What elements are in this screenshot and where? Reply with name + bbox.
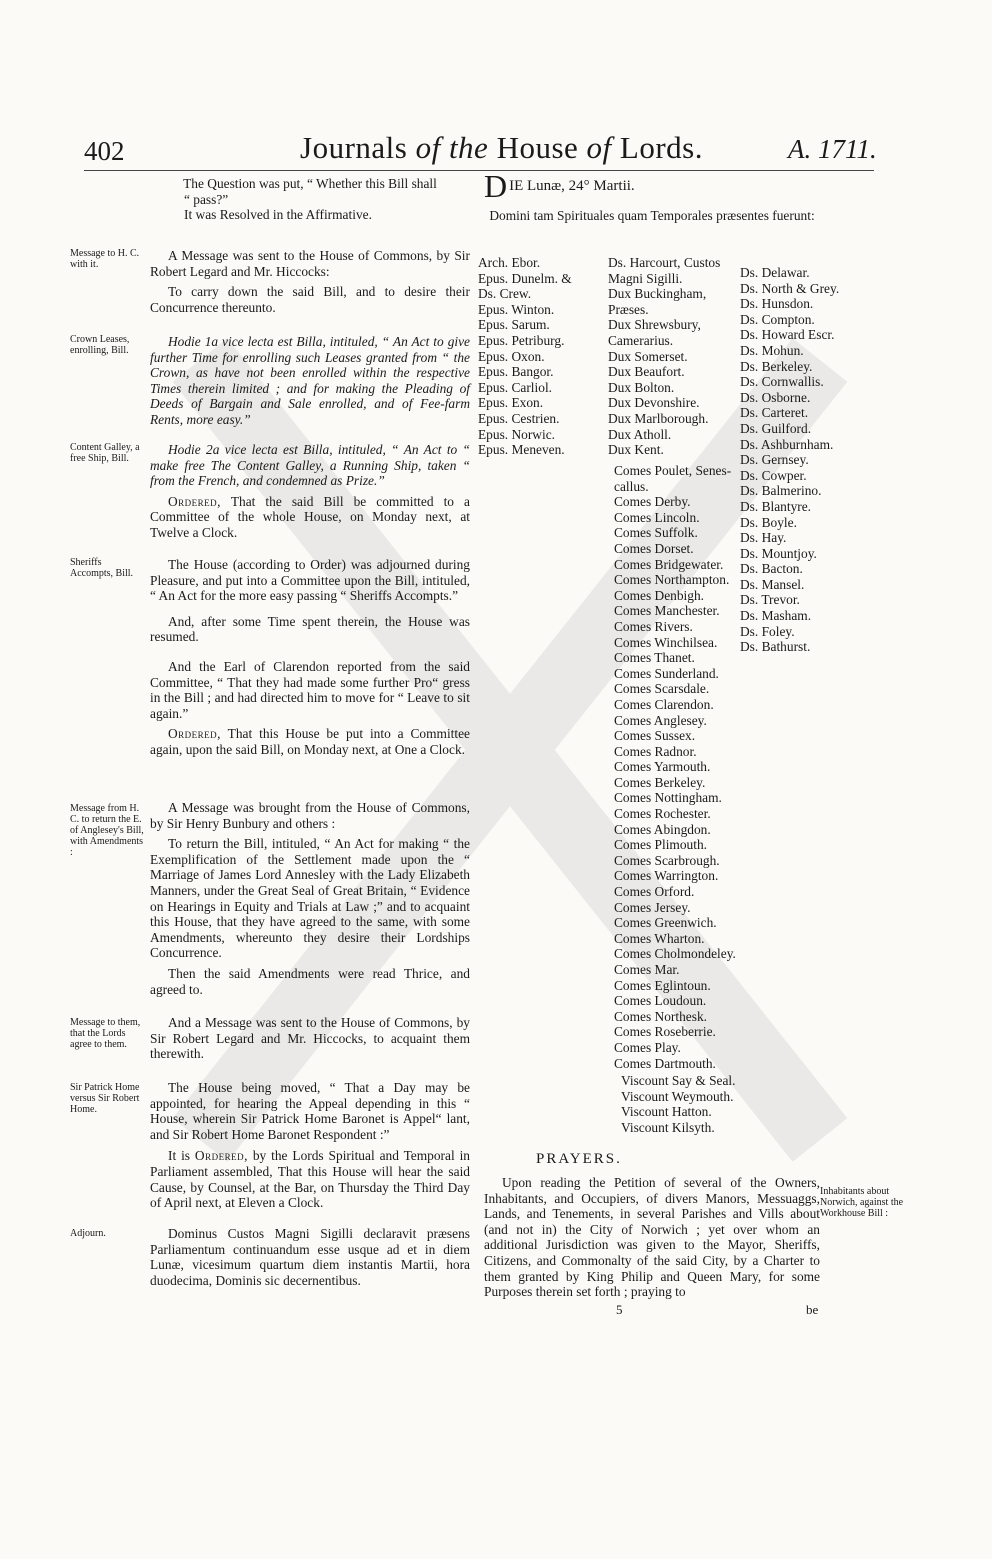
page-header bbox=[0, 130, 992, 170]
peer-name: Ds. Osborne. bbox=[740, 389, 811, 405]
peer-name: Ds. Carteret. bbox=[740, 405, 809, 421]
peer-name: Comes Clarendon. bbox=[614, 696, 714, 712]
peer-name: Comes Radnor. bbox=[614, 743, 697, 759]
peer-name: Ds. Blantyre. bbox=[740, 498, 812, 514]
peer-name: Dux Bolton. bbox=[608, 379, 675, 395]
peer-name: Ds. Masham. bbox=[740, 608, 812, 624]
peer-name: Epus. Winton. bbox=[478, 301, 555, 317]
peer-name: Ds. Bathurst. bbox=[740, 639, 811, 655]
question-block bbox=[150, 176, 470, 223]
peer-name: Ds. Ashburnham. bbox=[740, 436, 834, 452]
peer-name: Ds. Mountjoy. bbox=[740, 545, 817, 561]
peer-name: Epus. Carliol. bbox=[478, 379, 553, 395]
margin-note-agree: Message to them, that the Lords agree to them. bbox=[70, 1017, 141, 1050]
signature-mark: 5 bbox=[616, 1302, 623, 1317]
peer-name: Ds. Howard Escr. bbox=[740, 327, 835, 343]
die-date: IE Lunæ, 24° Martii. bbox=[509, 178, 635, 194]
peer-name: Magni Sigilli. bbox=[608, 270, 683, 286]
question-line: The Question was put, “ Whether this Bill shall bbox=[183, 176, 437, 191]
peer-name: Ds. Gernsey. bbox=[740, 452, 809, 468]
peer-name: Comes Northesk. bbox=[614, 1008, 707, 1024]
peer-name: Ds. Delawar. bbox=[740, 265, 810, 280]
peer-name: Ds. Guilford. bbox=[740, 420, 812, 436]
resumed-para: And, after some Time spent therein, the House was resumed. bbox=[150, 613, 470, 645]
peer-name: Præses. bbox=[608, 301, 649, 317]
clarendon-para: And the Earl of Clarendon reported from the said Committee, “ That they had made some further Pro“ gress in the Bill ; and had directed him to move for “ Leave to sit again.” bbox=[150, 658, 470, 721]
drop-cap: D bbox=[484, 168, 508, 204]
peer-name: Comes Manchester. bbox=[614, 603, 720, 619]
dukes-list bbox=[608, 255, 743, 458]
prayer-para: Upon reading the Petition of several of the Owners, Inhabitants, and Occupiers, of divers Manors, Messuaggs, Lands, and Tenements, in several Parishes and Vills about (and not in) the City of Norwich ; yet over whom an additional Jurisdiction was given to the Mayor, Sheriffs, Citizens, and Commonalty of the said City, by a Charter to them granted by King Philip and Queen Mary, for some Purposes therein set forth ; praying to bbox=[484, 1175, 820, 1300]
amendments-para: Then the said Amendments were read Thrice, and agreed to. bbox=[150, 965, 470, 997]
peer-name: Dux Somerset. bbox=[608, 348, 688, 364]
peer-name: Comes Jersey. bbox=[614, 899, 691, 915]
prayer-block bbox=[484, 1175, 820, 1305]
catchword: be bbox=[806, 1302, 819, 1317]
peer-name: Epus. Exon. bbox=[478, 395, 544, 411]
peer-name: Comes Plimouth. bbox=[614, 837, 708, 853]
content-galley-block bbox=[150, 442, 470, 546]
peer-name: Comes Bridgewater. bbox=[614, 556, 724, 572]
peer-name: Comes Thanet. bbox=[614, 650, 695, 666]
peer-name: Ds. Harcourt, Custos bbox=[608, 255, 721, 270]
header-rule bbox=[84, 170, 874, 171]
content-galley-para: Hodie 2a vice lecta est Billa, intituled, “ An Act to “ make free The Content Galley, a Running Ship, taken “ from the French, and condemned as Prize.” bbox=[150, 442, 470, 489]
margin-note-crown-leases: Crown Leases, enrolling, Bill. bbox=[70, 334, 130, 356]
peer-name: Ds. Compton. bbox=[740, 311, 815, 327]
peer-name: Dux Devonshire. bbox=[608, 395, 700, 411]
peer-name: Viscount Hatton. bbox=[621, 1104, 712, 1120]
peer-name: Viscount Say & Seal. bbox=[621, 1073, 736, 1088]
peer-name: Epus. Meneven. bbox=[478, 442, 565, 458]
peer-name: Dux Shrewsbury, bbox=[608, 317, 701, 333]
peer-name: Ds. Foley. bbox=[740, 623, 795, 639]
peer-name: callus. bbox=[614, 478, 649, 494]
peer-name: Comes Lincoln. bbox=[614, 509, 700, 525]
peer-name: Epus. Bangor. bbox=[478, 364, 554, 380]
peer-name: Comes Suffolk. bbox=[614, 525, 698, 541]
home-appeal-para: The House being moved, “ That a Day may be appointed, for hearing the Appeal depending in this “ House, wherein Sir Patrick Home Baronet is Appel“ lant, and Sir Robert Home Baronet Respondent :” bbox=[150, 1080, 470, 1142]
peer-name: Epus. Sarum. bbox=[478, 317, 550, 333]
margin-note-message: Message to H. C. with it. bbox=[70, 248, 140, 270]
journal-title: Journals of the House of Lords. bbox=[300, 130, 703, 165]
peer-name: Comes Play. bbox=[614, 1039, 681, 1055]
barons-list bbox=[740, 265, 880, 655]
year: A. 1711. bbox=[788, 134, 877, 164]
peer-name: Comes Anglesey. bbox=[614, 712, 707, 728]
margin-note-norwich: Inhabitants about Norwich, against the Workhouse Bill : bbox=[820, 1186, 904, 1219]
peer-name: Arch. Ebor. bbox=[478, 255, 541, 270]
peer-name: Dux Atholl. bbox=[608, 426, 672, 442]
peer-name: Epus. Norwic. bbox=[478, 426, 555, 442]
peer-name: Epus. Oxon. bbox=[478, 348, 545, 364]
peer-name: Comes Poulet, Senes- bbox=[614, 463, 732, 478]
it-is: It is bbox=[168, 1148, 195, 1164]
margin-note-anglesey: Message from H. C. to return the E. of Anglesey's Bill, with Amendments : bbox=[70, 803, 144, 858]
peer-name: Comes Orford. bbox=[614, 884, 695, 900]
peer-name: Comes Eglintoun. bbox=[614, 977, 711, 993]
peer-name: Comes Nottingham. bbox=[614, 790, 722, 806]
page-number: 402 bbox=[84, 136, 125, 166]
peer-name: Comes Wharton. bbox=[614, 930, 705, 946]
domini-line: Domini tam Spirituales quam Temporales præsentes fuerunt: bbox=[489, 208, 815, 223]
peer-name: Comes Rochester. bbox=[614, 806, 711, 822]
peer-name: Dux Beaufort. bbox=[608, 364, 685, 380]
crown-leases-para: Hodie 1a vice lecta est Billa, intituled, “ An Act to give further Time for enrolling such Leases granted from “ the Crown, as have not been enrolled within the respective Times therein limited ; and for making the Pleading of Deeds of Bargain and Sale enrolled, and of Fee-farm Rents, more easy.” bbox=[150, 334, 470, 427]
peer-name: Ds. Crew. bbox=[478, 286, 532, 302]
peer-name: Ds. Bacton. bbox=[740, 561, 803, 577]
margin-note-content-galley: Content Galley, a free Ship, Bill. bbox=[70, 442, 140, 464]
concurrence-para: To carry down the said Bill, and to desire their Concurrence thereunto. bbox=[150, 284, 470, 315]
peer-name: Ds. Cornwallis. bbox=[740, 374, 824, 390]
adjourn-para: Dominus Custos Magni Sigilli declaravit præsens Parliamentum continuandum esse usque ad et in diem Lunæ, vicesimum quartum diem instantis Martii, hora duodecima, Dominis sic decernentibus. bbox=[150, 1226, 470, 1288]
question-line-2: “ pass?” bbox=[184, 191, 229, 207]
peer-name: Ds. Hunsdon. bbox=[740, 296, 814, 312]
peer-name: Comes Rivers. bbox=[614, 618, 693, 634]
home-appeal-block bbox=[150, 1080, 470, 1216]
hearing-para: by the Lords Spiritual and Temporal in Parliament assembled, That this House will hear the said Cause, by Counsel, at the Bar, on Thursday the Third Day of April next, at Eleven a Clock. bbox=[150, 1148, 470, 1211]
peer-name: Comes Scarbrough. bbox=[614, 852, 720, 868]
agree-block bbox=[150, 1015, 470, 1067]
peer-name: Comes Denbigh. bbox=[614, 587, 705, 603]
brought-message-para: A Message was brought from the House of Commons, by Sir Henry Bunbury and others : bbox=[150, 800, 470, 831]
peer-name: Comes Winchilsea. bbox=[614, 634, 718, 650]
peer-name: Viscount Weymouth. bbox=[621, 1088, 734, 1104]
resolution: It was Resolved in the Affirmative. bbox=[184, 207, 372, 223]
peer-name: Viscount Kilsyth. bbox=[621, 1119, 715, 1135]
peer-name: Comes Sussex. bbox=[614, 728, 696, 744]
peer-name: Comes Northampton. bbox=[614, 572, 730, 588]
peer-name: Camerarius. bbox=[608, 332, 674, 348]
ordered-label: Ordered, bbox=[168, 726, 222, 742]
peer-name: Dux Marlborough. bbox=[608, 410, 709, 426]
peer-name: Comes Scarsdale. bbox=[614, 681, 710, 697]
earls-list bbox=[614, 463, 749, 1071]
peer-name: Comes Dartmouth. bbox=[614, 1055, 716, 1071]
sheriffs-block bbox=[150, 557, 470, 763]
peer-name: Dux Buckingham, bbox=[608, 286, 707, 302]
bishops-list bbox=[478, 255, 608, 458]
anglesey-bill-para: To return the Bill, intituled, “ An Act for making “ the Exemplification of the Settlement made upon the “ Marriage of James Lord Annesley with the Lady Elizabeth Manners, under the Great Seal of Great Britain, “ Evidence on Hearings in Equity and Trials at Law ;” and to acquaint this House, that they have agreed to the same, with some Amendments, whereunto they desire their Lordships Concurrence. bbox=[150, 836, 470, 961]
peer-name: Epus. Dunelm. & bbox=[478, 270, 572, 286]
peer-name: Comes Derby. bbox=[614, 494, 691, 510]
peer-name: Ds. Berkeley. bbox=[740, 358, 813, 374]
peer-name: Comes Greenwich. bbox=[614, 915, 717, 931]
peer-name: Ds. Boyle. bbox=[740, 514, 797, 530]
peer-name: Comes Abingdon. bbox=[614, 821, 711, 837]
margin-note-home: Sir Patrick Home versus Sir Robert Home. bbox=[70, 1082, 140, 1115]
agree-para: And a Message was sent to the House of Commons, by Sir Robert Legard and Mr. Hiccocks, to acquaint them therewith. bbox=[150, 1015, 470, 1062]
peer-name: Comes Warrington. bbox=[614, 868, 719, 884]
die-heading bbox=[484, 168, 635, 204]
margin-note-sheriffs: Sheriffs Accompts, Bill. bbox=[70, 557, 134, 579]
crown-leases-block bbox=[150, 334, 470, 433]
peer-name: Ds. Mohun. bbox=[740, 342, 804, 358]
message-para: A Message was sent to the House of Commons, by Sir Robert Legard and Mr. Hiccocks: bbox=[150, 248, 470, 279]
peer-name: Comes Loudoun. bbox=[614, 993, 707, 1009]
sheriffs-para: The House (according to Order) was adjourned during Pleasure, and put into a Committee upon the Bill, intituled, “ An Act for the more easy passing “ Sheriffs Accompts.” bbox=[150, 557, 470, 604]
peer-name: Ds. Trevor. bbox=[740, 592, 800, 608]
margin-note-adjourn: Adjourn. bbox=[70, 1228, 106, 1239]
peer-name: Comes Sunderland. bbox=[614, 665, 719, 681]
viscounts-list bbox=[621, 1073, 756, 1135]
peer-name: Dux Kent. bbox=[608, 442, 664, 458]
peer-name: Comes Berkeley. bbox=[614, 774, 706, 790]
ordered-label: Ordered, bbox=[194, 1148, 248, 1164]
peer-name: Ds. Cowper. bbox=[740, 467, 807, 483]
peer-name: Comes Roseberrie. bbox=[614, 1024, 716, 1040]
peer-name: Comes Dorset. bbox=[614, 540, 694, 556]
anglesey-block bbox=[150, 800, 470, 1002]
peer-name: Ds. Mansel. bbox=[740, 576, 805, 592]
committee-para: That this House be put into a Committee again, upon the said Bill, on Monday next, at One a Clock. bbox=[150, 726, 470, 757]
message-block bbox=[150, 248, 470, 320]
peer-name: Epus. Cestrien. bbox=[478, 410, 560, 426]
peer-name: Comes Mar. bbox=[614, 962, 680, 977]
ordered-label: Ordered, bbox=[168, 493, 222, 509]
adjourn-block bbox=[150, 1226, 470, 1293]
ordered-para: That the said Bill be committed to a Committee of the whole House, on Monday next, at Twelve a Clock. bbox=[150, 493, 470, 540]
peer-name: Ds. Hay. bbox=[740, 530, 787, 546]
peer-name: Ds. Balmerino. bbox=[740, 483, 822, 499]
peer-name: Comes Yarmouth. bbox=[614, 759, 711, 775]
peer-name: Epus. Petriburg. bbox=[478, 332, 565, 348]
prayers-heading: PRAYERS. bbox=[536, 1151, 622, 1167]
peer-name: Ds. North & Grey. bbox=[740, 280, 840, 296]
peer-name: Comes Cholmondeley. bbox=[614, 946, 736, 962]
